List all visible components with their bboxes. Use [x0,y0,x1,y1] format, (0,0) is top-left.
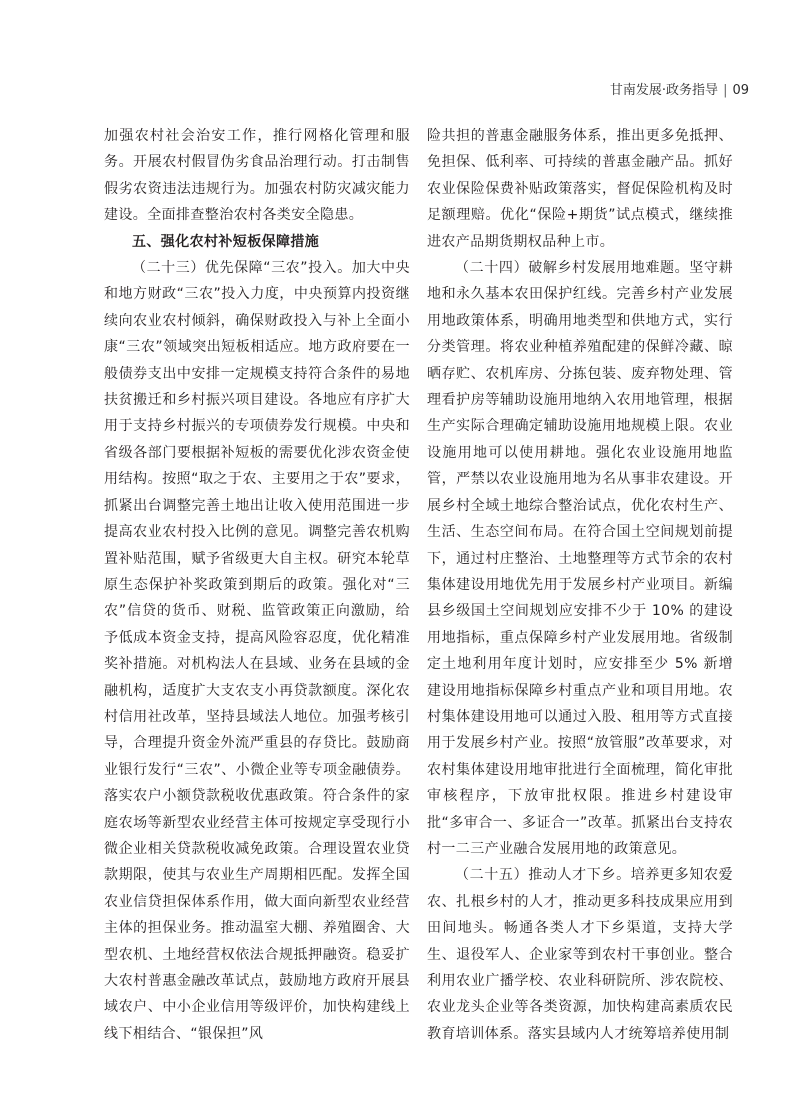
section-heading: 五、强化农村补短板保障措施 [132,233,320,250]
paragraph-continued-right: 险共担的普惠金融服务体系，推出更多免抵押、免担保、低利率、可持续的普惠金融产品。抓好农业保险保费补贴政策落实，督促保险机构及时足额理赔。优化“保险+期货”试点模式，继续推进农产品期货期权品种上市。 [427,128,733,250]
paragraph-24: （二十四）破解乡村发展用地难题。坚守耕地和永久基本农田保护红线。完善乡村产业发展用地政策体系，明确用地类型和供地方式，实行分类管理。将农业种植养殖配建的保鲜冷藏、晾晒存贮、农机库房、分拣包装、废弃物处理、管理看护房等辅助设施用地纳入农用地管理，根据生产实际合理确定辅助设施用地规模上限。农业设施用地可以使用耕地。强化农业设施用地监管，严禁以农业设施用地为名从事非农建设。开展乡村全域土地综合整治试点，优化农村生产、生活、生态空间布局。在符合国土空间规划前提下，通过村庄整治、土地整理等方式节余的农村集体建设用地优先用于发展乡村产业项目。新编县乡级国土空间规划应安排不少于 10% 的建设用地指标，重点保障乡村产业发展用地。省级制定土地利用年度计划时，应安排至少 5% 新增建设用地指标保障乡村重点产业和项目用地。农村集体建设用地可以通过入股、租用等方式直接用于发展乡村产业。按照“放管服”改革要求，对农村集体建设用地审批进行全面梳理，简化审批审核程序，下放审批权限。推进乡村建设审批“多审合一、多证合一”改革。抓紧出台支持农村一二三产业融合发展用地的政策意见。 [427,260,733,857]
paragraph-25: （二十五）推动人才下乡。培养更多知农爱农、扎根乡村的人才，推动更多科技成果应用到田间地头。畅通各类人才下乡渠道，支持大学生、退役军人、企业家等到农村干事创业。整合利用农业广播学校、农业科研院所、涉农院校、农业龙头企业等各类资源，加快构建高素质农民教育培训体系。落实县域内人才统筹培养使用制 [427,867,733,1042]
page-number: 09 [732,83,749,98]
header-divider: | [723,83,728,98]
paragraph-continued: 加强农村社会治安工作，推行网格化管理和服务。开展农村假冒伪劣食品治理行动。打击制售假劣农资违法违规行为。加强农村防灾减灾能力建设。全面排查整治农村各类安全隐患。 [104,128,410,224]
left-column [104,123,410,1047]
paragraph-23: （二十三）优先保障“三农”投入。加大中央和地方财政“三农”投入力度，中央预算内投资继续向农业农村倾斜，确保财政投入与补上全面小康“三农”领域突出短板相适应。地方政府要在一般债券支出中安排一定规模支持符合条件的易地扶贫搬迁和乡村振兴项目建设。各地应有序扩大用于支持乡村振兴的专项债券发行规模。中央和省级各部门要根据补短板的需要优化涉农资金使用结构。按照“取之于农、主要用之于农”要求，抓紧出台调整完善土地出让收入使用范围进一步提高农业农村投入比例的意见。调整完善农机购置补贴范围，赋予省级更大自主权。研究本轮草原生态保护补奖政策到期后的政策。强化对“三农”信贷的货币、财税、监管政策正向激励，给予低成本资金支持，提高风险容忍度，优化精准奖补措施。对机构法人在县域、业务在县域的金融机构，适度扩大支农支小再贷款额度。深化农村信用社改革，坚持县域法人地位。加强考核引导，合理提升资金外流严重县的存贷比。鼓励商业银行发行“三农”、小微企业等专项金融债券。落实农户小额贷款税收优惠政策。符合条件的家庭农场等新型农业经营主体可按规定享受现行小微企业相关贷款税收减免政策。合理设置农业贷款期限，使其与农业生产周期相匹配。发挥全国农业信贷担保体系作用，做大面向新型农业经营主体的担保业务。推动温室大棚、养殖圈舍、大型农机、土地经营权依法合规抵押融资。稳妥扩大农村普惠金融改革试点，鼓励地方政府开展县域农户、中小企业信用等级评价，加快构建线上线下相结合、“银保担”风 [104,260,410,1042]
running-header [610,79,749,98]
right-column [427,123,733,1047]
header-section: 甘南发展·政务指导 [609,83,719,98]
